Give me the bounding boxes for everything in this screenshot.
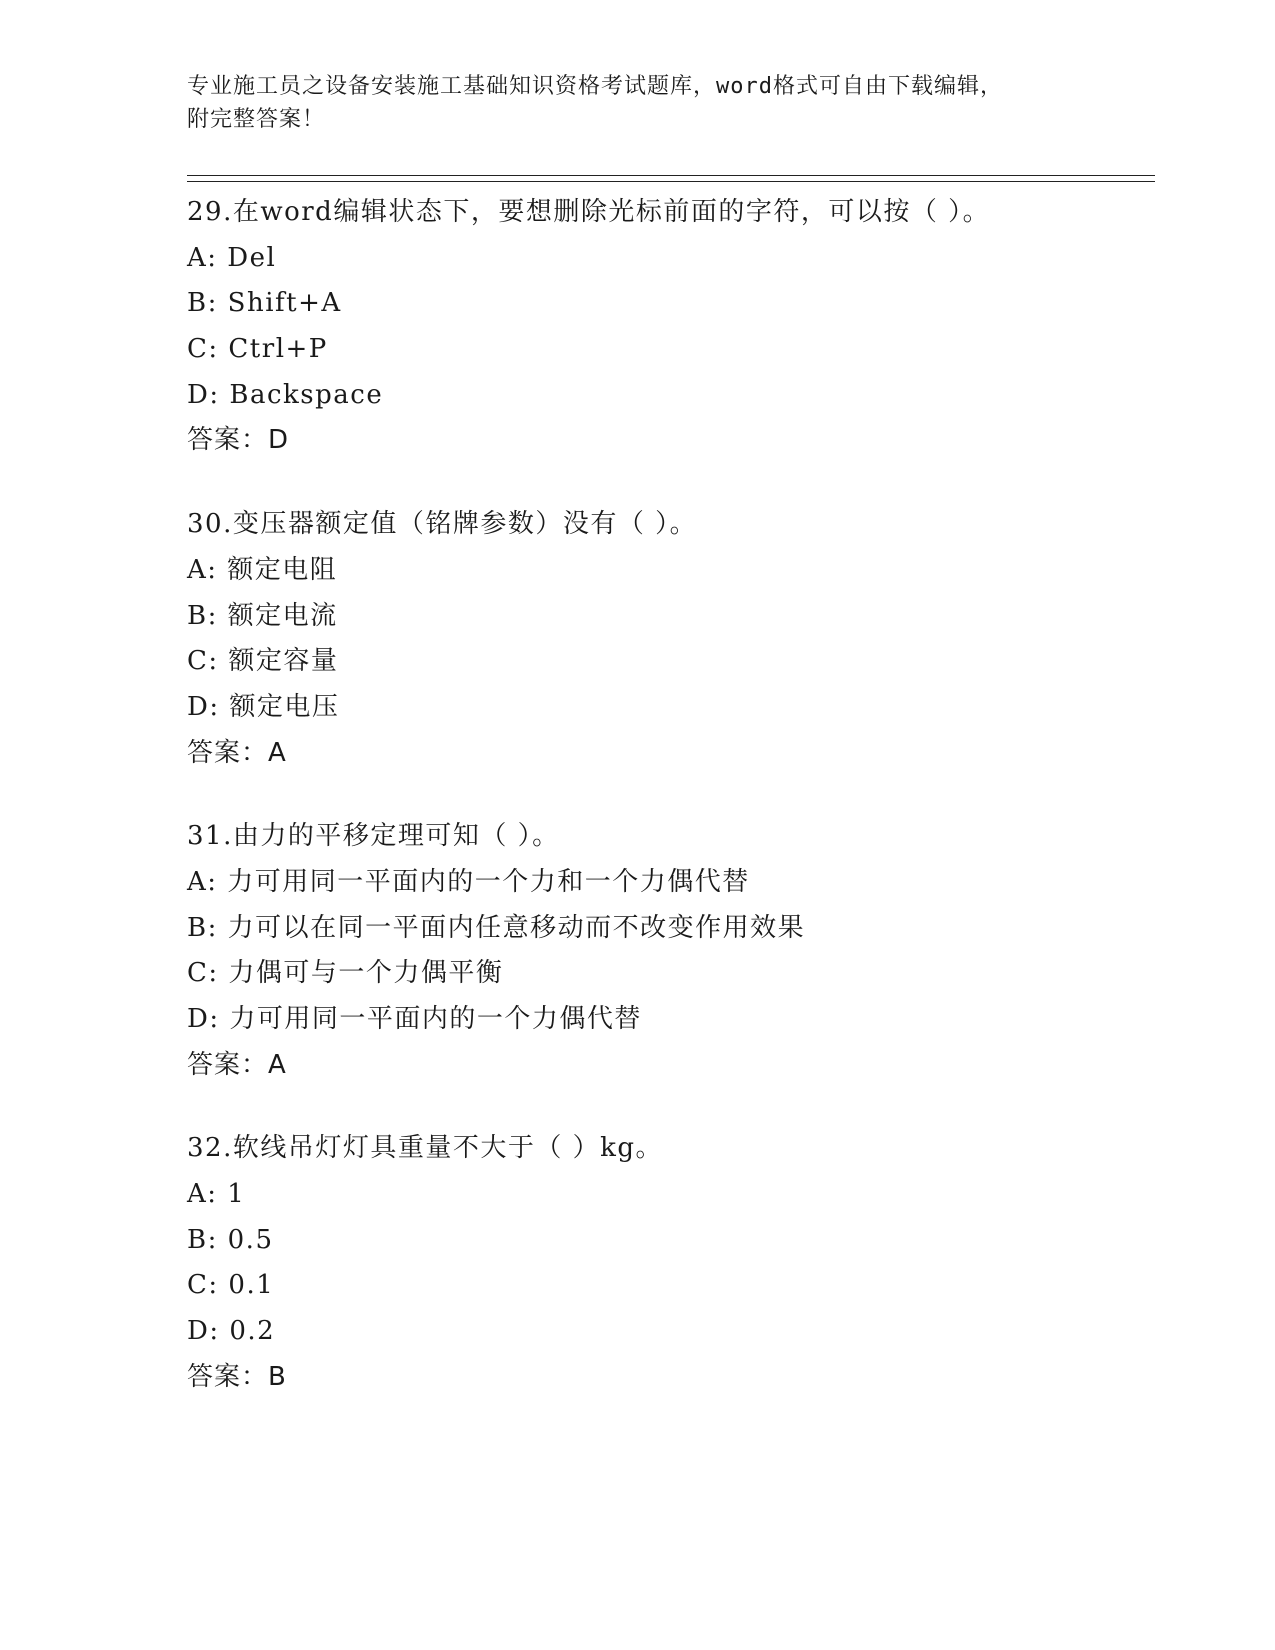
answer: 答案：D bbox=[187, 425, 290, 456]
question-stem: 32.软线吊灯灯具重量不大于（ ）kg。 bbox=[187, 1133, 664, 1164]
question-31 bbox=[187, 814, 1155, 1088]
header-line-1: 专业施工员之设备安装施工基础知识资格考试题库，word格式可自由下载编辑， bbox=[187, 74, 1003, 99]
answer: 答案：A bbox=[187, 737, 287, 768]
question-30 bbox=[187, 502, 1155, 776]
option-d: D: 力可用同一平面内的一个力偶代替 bbox=[187, 1004, 642, 1034]
option-b: B: 力可以在同一平面内任意移动而不改变作用效果 bbox=[187, 912, 806, 943]
option-a: A: 1 bbox=[187, 1179, 246, 1210]
option-b: B: 额定电流 bbox=[187, 600, 338, 631]
header-divider-top bbox=[187, 175, 1155, 176]
question-stem: 29.在word编辑状态下，要想删除光标前面的字符，可以按（ ）。 bbox=[187, 197, 991, 227]
document-header bbox=[187, 70, 1107, 136]
option-c: C: 0.1 bbox=[187, 1270, 275, 1301]
option-d: D: Backspace bbox=[187, 379, 384, 410]
option-b: B: Shift+A bbox=[187, 288, 342, 319]
question-29 bbox=[187, 190, 1155, 464]
option-d: D: 额定电压 bbox=[187, 691, 340, 722]
option-c: C: Ctrl+P bbox=[187, 334, 328, 365]
header-line-2: 附完整答案！ bbox=[187, 107, 326, 132]
question-32 bbox=[187, 1126, 1155, 1400]
option-c: C: 力偶可与一个力偶平衡 bbox=[187, 958, 504, 989]
option-a: A: 额定电阻 bbox=[187, 554, 338, 585]
option-a: A: 力可用同一平面内的一个力和一个力偶代替 bbox=[187, 866, 750, 897]
question-stem: 31.由力的平移定理可知（ ）。 bbox=[187, 821, 560, 852]
option-c: C: 额定容量 bbox=[187, 646, 339, 677]
question-stem: 30.变压器额定值（铭牌参数）没有（ ）。 bbox=[187, 509, 698, 540]
question-list bbox=[187, 190, 1155, 1439]
answer: 答案：B bbox=[187, 1361, 287, 1392]
option-b: B: 0.5 bbox=[187, 1224, 274, 1255]
answer: 答案：A bbox=[187, 1049, 287, 1080]
option-d: D: 0.2 bbox=[187, 1316, 276, 1347]
header-divider-bottom bbox=[187, 181, 1155, 182]
option-a: A: Del bbox=[187, 242, 277, 273]
